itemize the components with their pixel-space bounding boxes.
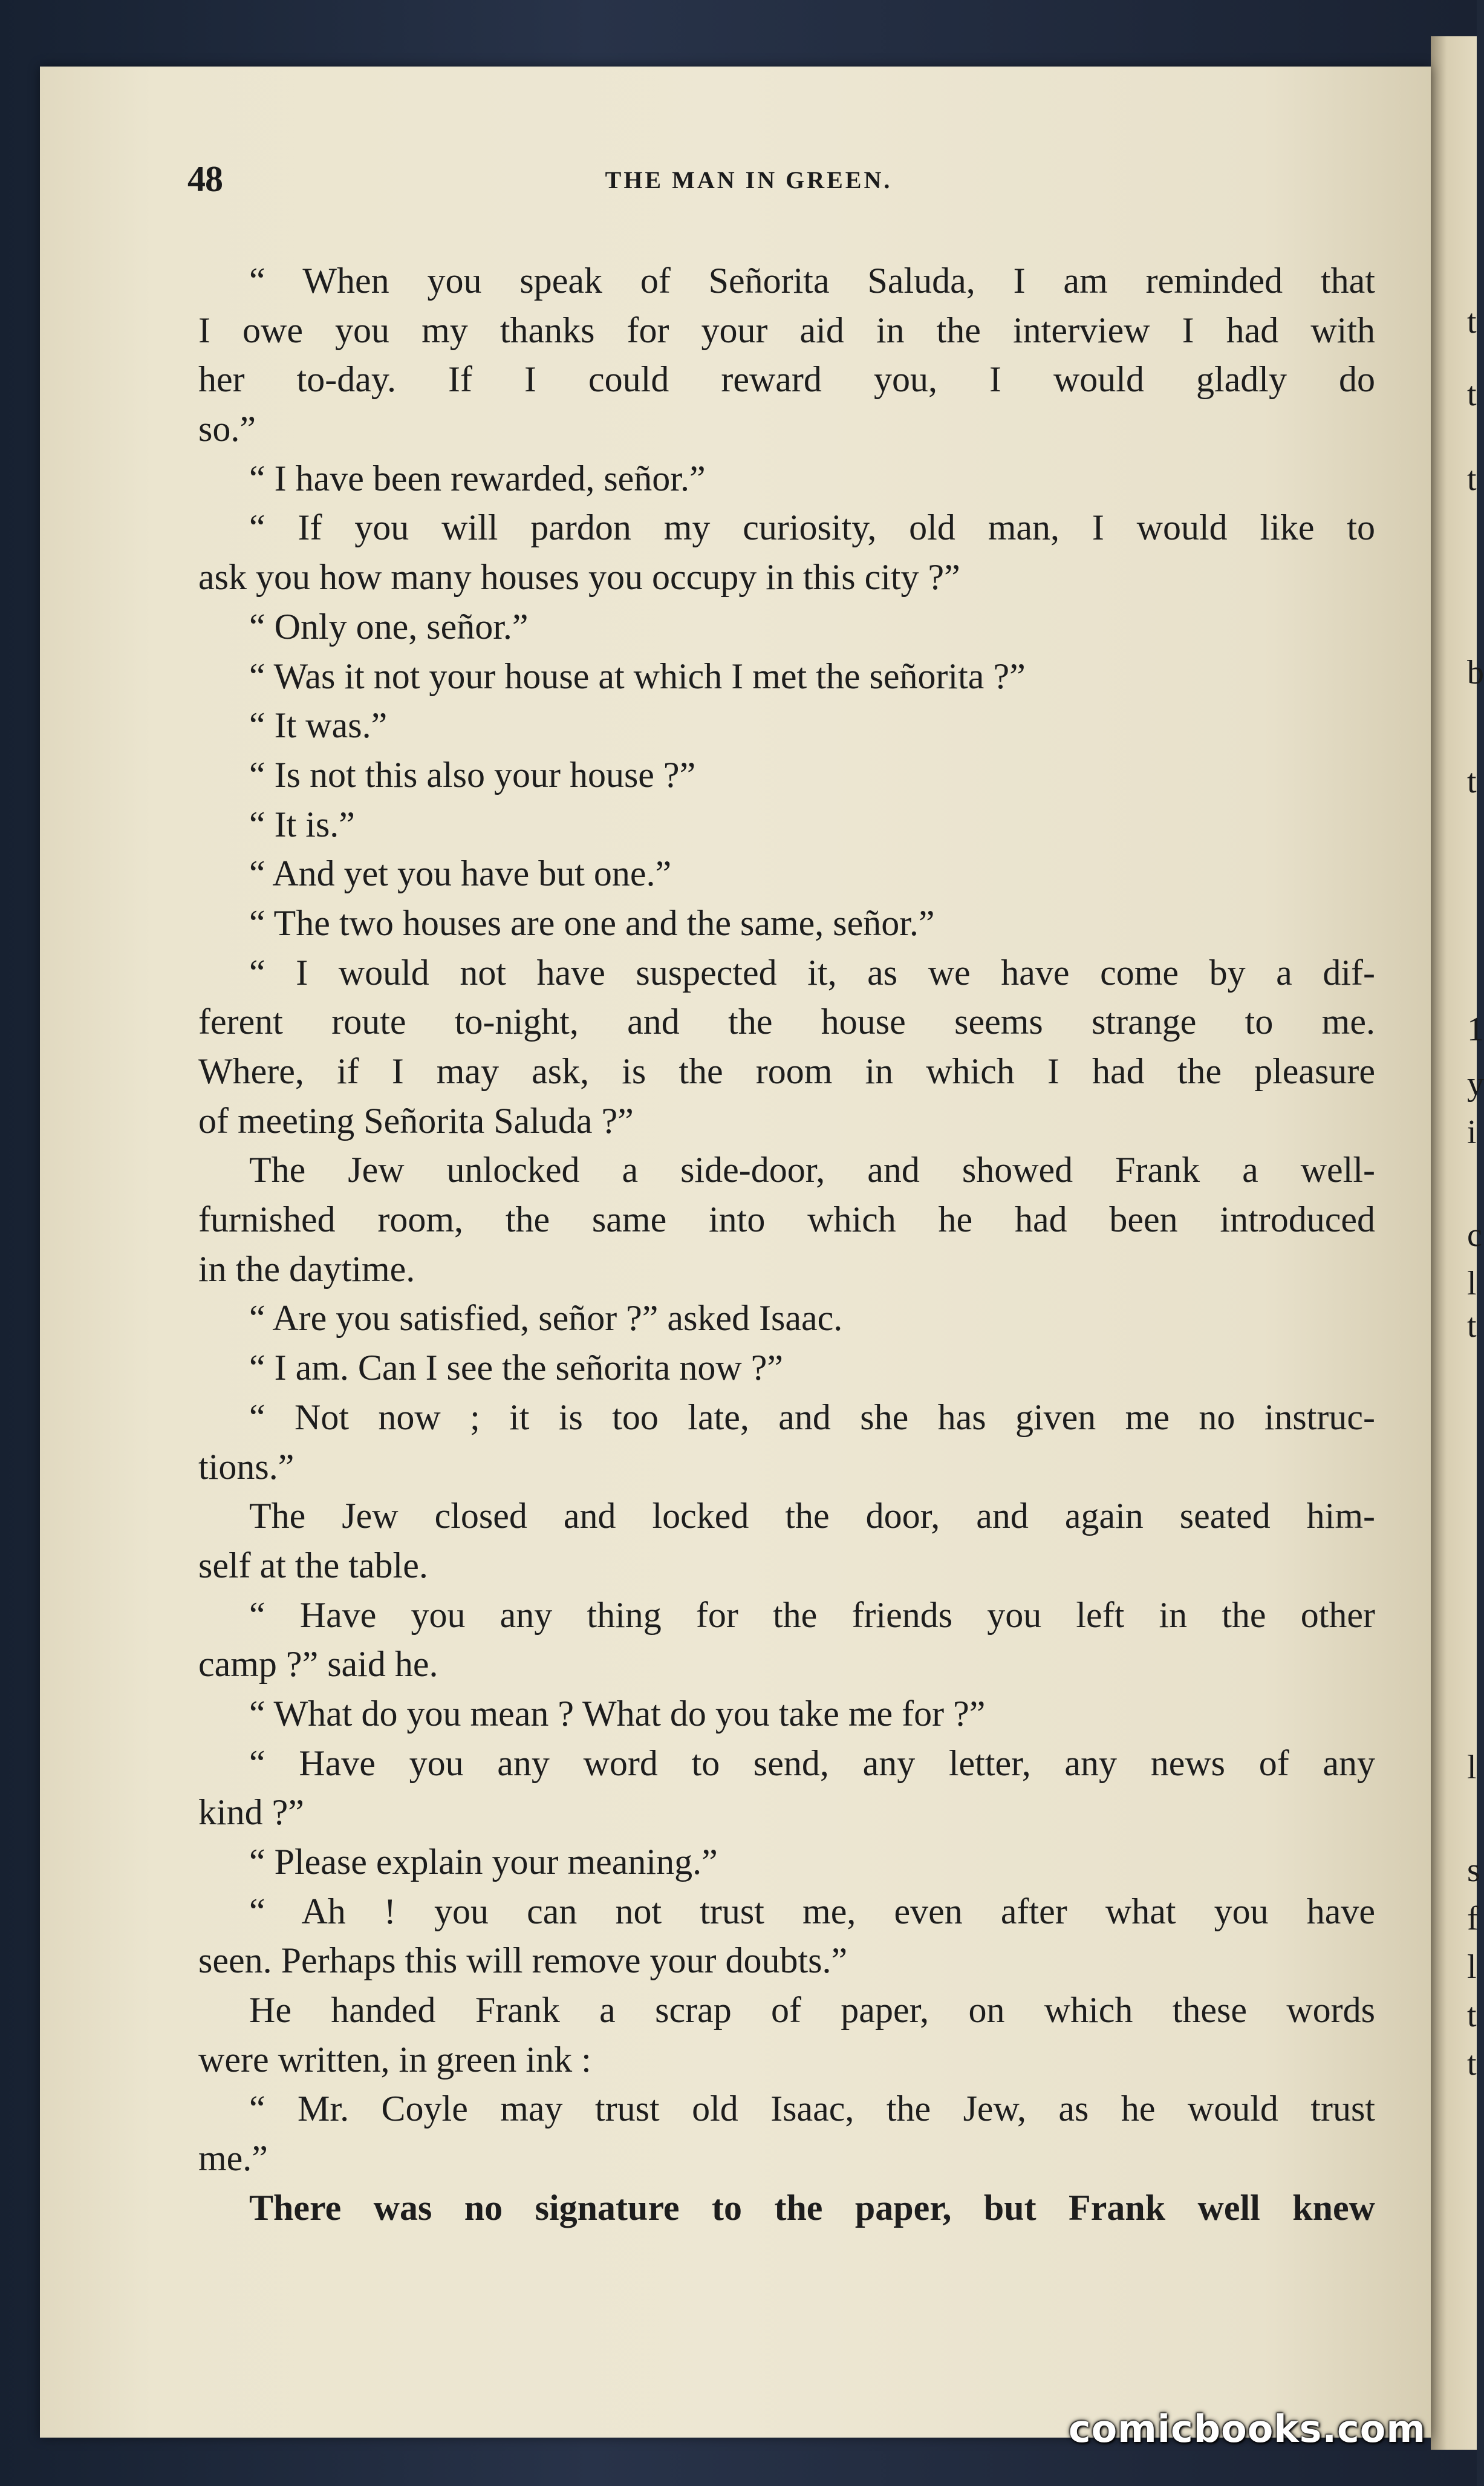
text-line: tions.” bbox=[198, 1446, 295, 1487]
text-line: “ Ah ! you can not trust me, even after what you have bbox=[249, 1891, 1375, 1931]
facing-page-fragment: b bbox=[1467, 654, 1484, 691]
facing-page-fragment: t bbox=[1467, 763, 1477, 800]
facing-page-fragment: f bbox=[1467, 1900, 1479, 1937]
facing-page-fragment: l bbox=[1467, 1265, 1477, 1302]
facing-page-fragment: t bbox=[1467, 303, 1477, 341]
text-line: ask you how many houses you occupy in this city ?” bbox=[198, 557, 960, 598]
text-line: “ I would not have suspected it, as we have come by a dif- bbox=[249, 952, 1375, 993]
text-line: of meeting Señorita Saluda ?” bbox=[198, 1100, 634, 1141]
text-line: “ Have you any word to send, any letter, any news of any bbox=[249, 1743, 1375, 1783]
text-line: “ Not now ; it is too late, and she has given me no instruc- bbox=[249, 1397, 1375, 1437]
facing-page-fragment: t bbox=[1467, 1997, 1477, 2034]
text-line: “ It was.” bbox=[249, 705, 388, 746]
facing-page-fragment: c bbox=[1467, 1216, 1482, 1254]
text-line: He handed Frank a scrap of paper, on which these words bbox=[249, 1990, 1375, 2031]
text-line: me.” bbox=[198, 2138, 268, 2179]
text-line: “ Please explain your meaning.” bbox=[249, 1842, 718, 1882]
text-line: “ I am. Can I see the señorita now ?” bbox=[249, 1348, 783, 1388]
facing-page-fragment: y bbox=[1467, 1065, 1484, 1103]
text-line: furnished room, the same into which he had been introduced bbox=[198, 1199, 1375, 1240]
text-line: The Jew unlocked a side-door, and showed Frank a well- bbox=[249, 1150, 1375, 1190]
text-line: “ Mr. Coyle may trust old Isaac, the Jew, as he would trust bbox=[249, 2089, 1375, 2129]
body-text bbox=[198, 256, 1375, 2233]
text-line: “ Only one, señor.” bbox=[249, 606, 529, 647]
text-line: camp ?” said he. bbox=[198, 1644, 438, 1685]
running-title: THE MAN IN GREEN. bbox=[605, 166, 893, 194]
text-line: There was no signature to the paper, but Frank well knew bbox=[249, 2187, 1375, 2228]
facing-page-fragment: i bbox=[1467, 1114, 1477, 1151]
text-line: Where, if I may ask, is the room in which I had the pleasure bbox=[198, 1051, 1375, 1091]
text-line: “ Have you any thing for the friends you left in the other bbox=[249, 1594, 1375, 1635]
text-line: I owe you my thanks for your aid in the interview I had with bbox=[198, 310, 1375, 350]
text-line: in the daytime. bbox=[198, 1248, 415, 1289]
facing-page-edge bbox=[1431, 36, 1484, 2450]
text-line: “ And yet you have but one.” bbox=[249, 853, 672, 894]
text-line: “ Are you satisfied, señor ?” asked Isaac. bbox=[249, 1298, 843, 1339]
facing-page-fragment: t bbox=[1467, 460, 1477, 498]
text-line: “ It is.” bbox=[249, 804, 355, 844]
facing-page-fragment: t bbox=[1467, 2045, 1477, 2083]
facing-page-fragment: l bbox=[1467, 1948, 1477, 1986]
facing-page-fragment: t bbox=[1467, 376, 1477, 413]
text-line: were written, in green ink : bbox=[198, 2039, 591, 2080]
text-line: “ Was it not your house at which I met the señorita ?” bbox=[249, 656, 1026, 696]
text-line: self at the table. bbox=[198, 1545, 428, 1585]
text-line: ferent route to-night, and the house seems strange to me. bbox=[198, 1002, 1375, 1042]
text-line: seen. Perhaps this will remove your doubts.” bbox=[198, 1940, 848, 1981]
text-line: so.” bbox=[198, 409, 256, 449]
facing-page-fragment: s bbox=[1467, 1851, 1480, 1889]
watermark: comicbooks.com bbox=[1068, 2407, 1426, 2451]
page-number: 48 bbox=[187, 159, 223, 199]
text-line: The Jew closed and locked the door, and again seated him- bbox=[249, 1496, 1375, 1536]
text-line: her to-day. If I could reward you, I would gladly do bbox=[198, 359, 1375, 400]
text-line: “ When you speak of Señorita Saluda, I am reminded that bbox=[249, 261, 1375, 301]
facing-page-fragment: l bbox=[1467, 1749, 1477, 1786]
running-head bbox=[150, 158, 1347, 207]
text-line: “ What do you mean ? What do you take me for ?” bbox=[249, 1693, 986, 1734]
text-line: “ I have been rewarded, señor.” bbox=[249, 458, 706, 498]
facing-page-fragment: t bbox=[1467, 1307, 1477, 1345]
text-line: “ If you will pardon my curiosity, old man, I would like to bbox=[249, 507, 1375, 548]
text-line: kind ?” bbox=[198, 1792, 304, 1833]
text-line: “ Is not this also your house ?” bbox=[249, 754, 696, 795]
text-line: “ The two houses are one and the same, señor.” bbox=[249, 902, 935, 943]
facing-page-fragment: 1 bbox=[1467, 1011, 1484, 1048]
